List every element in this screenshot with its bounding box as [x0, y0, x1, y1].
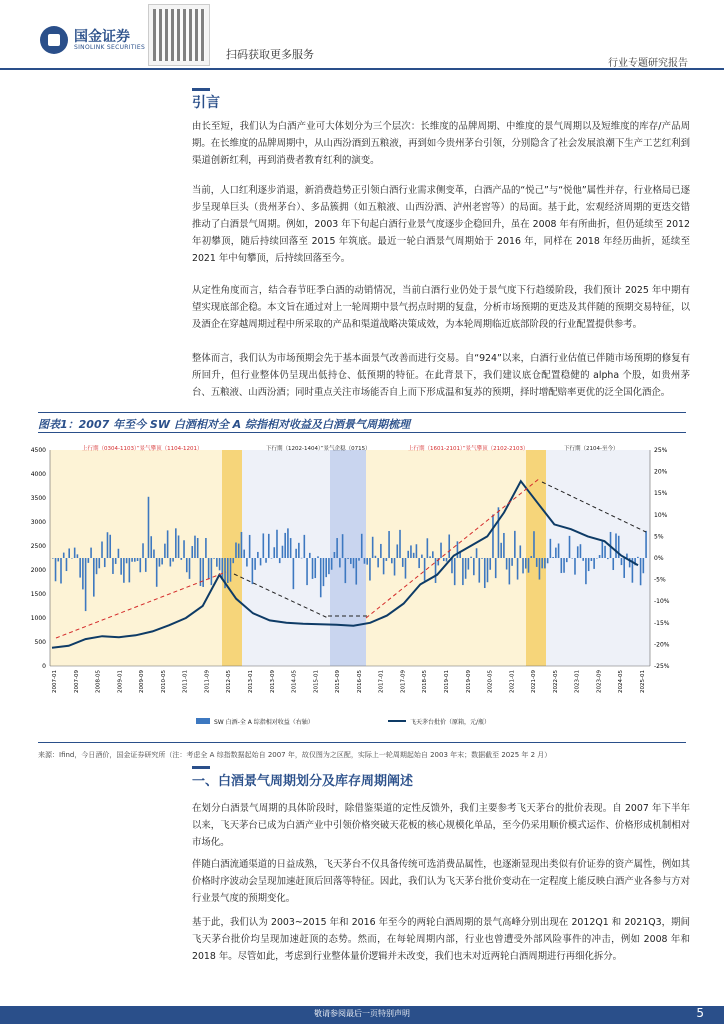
return-bar [153, 550, 155, 558]
return-bar [476, 548, 478, 558]
y-right-tick: 5% [654, 533, 664, 541]
return-bar [112, 558, 114, 574]
return-bar [268, 534, 270, 558]
x-tick: 2023-09 [596, 670, 603, 693]
x-tick: 2022-05 [552, 670, 559, 693]
return-bar [213, 558, 215, 559]
return-bar [197, 538, 199, 558]
return-bar [585, 558, 587, 584]
return-bar [230, 558, 232, 582]
return-bar [328, 558, 330, 574]
return-bar [375, 556, 377, 558]
x-tick: 2015-01 [313, 670, 320, 693]
return-bar [293, 558, 295, 589]
return-bar [282, 546, 284, 558]
brand-name: 国金证券 [74, 29, 130, 45]
return-bar [325, 558, 327, 577]
return-bar [191, 546, 193, 558]
return-bar [536, 558, 538, 567]
return-bar [520, 545, 522, 558]
return-bar [602, 541, 604, 558]
page-header [0, 0, 724, 70]
return-bar [172, 558, 174, 562]
return-bar [383, 558, 385, 574]
return-bar [528, 558, 530, 573]
return-bar [637, 557, 639, 558]
return-bar [118, 549, 120, 558]
return-bar [353, 558, 355, 568]
x-tick: 2019-09 [465, 670, 472, 693]
y-left-tick: 4500 [30, 447, 46, 454]
return-bar [175, 528, 177, 558]
return-bar [137, 558, 139, 561]
return-bar [129, 558, 131, 582]
figure-title: 图表1：2007 年至今 SW 白酒相对全 A 综指相对收益及白酒景气周期梳理 [38, 418, 410, 431]
return-bar [421, 555, 423, 558]
return-bar [131, 558, 133, 562]
brand-logo-icon [40, 26, 68, 54]
y-right-ticks [654, 447, 670, 670]
return-bar [574, 558, 576, 575]
return-bar [457, 541, 459, 558]
x-tick: 2017-01 [378, 670, 385, 693]
qr-caption: 扫码获取更多服务 [226, 48, 314, 61]
return-bar [533, 531, 535, 558]
return-bar [612, 558, 614, 570]
x-tick: 2024-05 [618, 670, 625, 693]
x-tick: 2016-05 [356, 670, 363, 693]
return-bar [211, 558, 213, 585]
return-bar [588, 558, 590, 571]
return-bar [85, 558, 87, 611]
return-bar [66, 558, 68, 571]
return-bar [74, 548, 76, 558]
section-accent [192, 88, 210, 91]
x-tick: 2017-09 [400, 670, 407, 693]
return-bar [432, 551, 434, 558]
return-bar [159, 558, 161, 567]
y-left-tick: 1000 [30, 615, 46, 622]
return-bar [435, 558, 437, 583]
return-bar [82, 558, 84, 589]
return-bar [88, 558, 90, 563]
return-bar [481, 558, 483, 559]
return-bar [123, 558, 125, 583]
return-bar [145, 558, 147, 572]
x-tick: 2025-01 [640, 670, 646, 693]
figure-title-rule [38, 432, 686, 433]
return-bar [314, 558, 316, 578]
return-bar [530, 556, 532, 558]
return-bar [317, 556, 319, 558]
return-bar [366, 558, 368, 565]
x-tick: 2009-01 [117, 670, 124, 693]
return-bar [361, 534, 363, 558]
return-bar [440, 543, 442, 558]
y-right-tick: -20% [654, 641, 670, 649]
return-bar [418, 558, 420, 568]
return-bar [514, 531, 516, 558]
x-tick: 2013-09 [269, 670, 276, 693]
y-left-tick: 2500 [30, 543, 46, 550]
return-bar [478, 558, 480, 583]
return-bar [615, 533, 617, 558]
return-bar [355, 558, 357, 585]
page-number: 5 [696, 1006, 704, 1020]
return-bar [547, 558, 549, 563]
return-bar [57, 558, 59, 561]
return-bar [522, 558, 524, 573]
y-left-tick: 500 [34, 639, 46, 646]
return-bar [407, 551, 409, 558]
legend-bar-label: SW 白酒-全 A 综指相对收益（右轴） [214, 719, 314, 726]
return-bar [369, 558, 371, 581]
figure-top-rule [38, 412, 686, 413]
report-type: 行业专题研究报告 [608, 58, 688, 69]
return-bar [550, 539, 552, 558]
return-bar [399, 530, 401, 558]
return-bar [621, 558, 623, 565]
x-tick: 2021-09 [531, 670, 538, 693]
return-bar [473, 558, 475, 575]
return-bar [492, 515, 494, 558]
return-bar [178, 535, 180, 558]
y-right-tick: 25% [654, 447, 668, 454]
return-bar [120, 558, 122, 575]
return-bar [276, 530, 278, 558]
intro-heading: 引言 [192, 95, 220, 111]
return-bar [443, 558, 445, 561]
return-bar [227, 558, 229, 583]
footer-note: 敬请参阅最后一页特别声明 [314, 1009, 410, 1018]
intro-paragraph-2: 当前，人口红利逐步消退，新消费趋势正引领白酒行业需求侧变革，白酒产品的“悦己”与“悦他”属性并存，行业格局已逐步呈现单巨头（贵州茅台）、多品簇拥（如五粮液、山西汾酒、泸州老窖等）的局面。基于此，宏观经济周期的更迭交错推动了白酒景气周期。例如，2003 年下旬起白酒行业景气度逐步企稳回升，虽在 2008 年有所曲折，但仍延续至 2012 年初攀顶，随后持续回落至 2015 年筑底。最近一轮白酒景气周期始于 2016 年，同样在 2018 年经历曲折，延续至 2021 年中旬攀顶，后持续回落至今。 [192, 185, 690, 264]
return-bar [96, 558, 98, 574]
y-left-tick: 2000 [30, 567, 46, 574]
brand-name-en: SINOLINK SECURITIES [74, 44, 146, 51]
return-bar [640, 558, 642, 585]
return-bar [623, 558, 625, 578]
intro-paragraph-3: 从定性角度而言，结合春节旺季白酒的动销情况，当前白酒行业仍处于景气度下行趋缓阶段，我们预计 2025 年中期有望实现底部企稳。本文旨在通过对上一轮周期中景气拐点时期的复盘，分析市场预期的更迭及其伴随的预期交易特征，以及酒企在穿越周期过程中所采取的产品和渠道战略决策成效，为本轮周期临近底部阶段的行业配置提供参考。 [192, 285, 690, 330]
x-tick: 2010-05 [160, 670, 167, 693]
return-bar [273, 547, 275, 558]
return-bar [55, 558, 57, 581]
return-bar [323, 558, 325, 586]
return-bar [279, 558, 281, 563]
return-bar [71, 558, 73, 559]
return-bar [427, 538, 429, 558]
return-bar [306, 558, 308, 585]
return-bar [107, 532, 109, 558]
return-bar [284, 533, 286, 558]
return-bar [500, 543, 502, 558]
x-tick: 2015-09 [335, 670, 342, 693]
return-bar [446, 558, 448, 562]
return-bar [582, 558, 584, 561]
return-bar [577, 546, 579, 558]
return-bar [511, 558, 513, 566]
qr-code-icon[interactable] [148, 4, 210, 66]
return-bar [517, 558, 519, 580]
y-right-tick: 15% [654, 490, 668, 498]
x-tick: 2011-09 [204, 670, 211, 693]
return-bar [98, 558, 100, 568]
return-bar [345, 558, 347, 583]
y-left-tick: 0 [42, 663, 46, 670]
return-bar [402, 558, 404, 567]
return-bar [544, 558, 546, 568]
return-bar [396, 544, 398, 558]
return-bar [148, 497, 150, 558]
return-bar [301, 558, 303, 559]
return-bar [484, 558, 486, 588]
return-bar [139, 558, 141, 572]
return-bar [79, 558, 81, 578]
y-right-tick: -15% [654, 619, 670, 627]
return-bar [60, 558, 62, 583]
return-bar [304, 535, 306, 558]
return-bar [339, 558, 341, 567]
return-bar [462, 558, 464, 585]
return-bar [287, 528, 289, 558]
x-tick: 2020-05 [487, 670, 494, 693]
return-bar [552, 557, 554, 558]
x-tick: 2008-05 [95, 670, 102, 693]
return-bar [429, 556, 431, 558]
return-bar [571, 558, 573, 559]
return-bar [161, 558, 163, 564]
return-bar [150, 536, 152, 558]
return-bar [498, 507, 500, 558]
return-bar [555, 548, 557, 558]
return-bar [290, 538, 292, 558]
return-bar [93, 558, 95, 597]
figure-bottom-rule [38, 742, 686, 743]
return-bar [205, 538, 207, 558]
return-bar [509, 558, 511, 584]
return-bar [561, 558, 563, 573]
y-right-tick: -5% [654, 576, 666, 584]
phase-label-2: 下行期（1202-1404）”景气企稳（0715） [266, 446, 371, 452]
return-bar [312, 558, 314, 579]
return-bar [364, 558, 366, 564]
y-left-ticks [31, 447, 46, 670]
y-right-tick: 20% [654, 468, 668, 476]
return-bar [342, 534, 344, 558]
return-bar [232, 558, 234, 563]
return-bar [104, 558, 106, 567]
section1-heading: 一、白酒景气周期划分及库存周期阐述 [192, 774, 414, 789]
return-bar [596, 558, 598, 559]
return-bar [626, 554, 628, 558]
return-bar [372, 537, 374, 558]
return-bar [265, 558, 267, 563]
intro-paragraph-4: 整体而言，我们认为市场预期会先于基本面景气改善而进行交易。自“924”以来，白酒行业估值已伴随市场预期的修复有所回升，但行业整体仍呈现出低持仓、低预期的特征。在此背景下，我们建议底仓配置稳健的 alpha 个股，如贵州茅台、五粮液、山西汾酒；同时重点关注市场能否自上而下形成温和复苏的预期，择时增配赔率更优的泛全国化酒企。 [192, 353, 690, 398]
return-bar [410, 545, 412, 558]
x-tick: 2018-05 [422, 670, 429, 693]
return-bar [134, 558, 136, 562]
return-bar [243, 550, 245, 558]
return-bar [405, 558, 407, 579]
return-bar [388, 531, 390, 558]
x-ticks [52, 670, 646, 693]
y-right-tick: 0% [654, 555, 664, 562]
return-bar [90, 548, 92, 558]
return-bar [391, 558, 393, 563]
return-bar [563, 558, 565, 573]
legend-bar-swatch [196, 718, 210, 724]
return-bar [448, 535, 450, 558]
return-bar [216, 558, 218, 567]
return-bar [186, 558, 188, 572]
legend-line-label: 飞天茅台批价（原箱，元/瓶） [410, 719, 491, 726]
return-bar [495, 558, 497, 578]
return-bar [156, 558, 158, 587]
return-bar [263, 533, 265, 558]
return-bar [164, 544, 166, 558]
return-bar [394, 558, 396, 576]
return-bar [489, 558, 491, 570]
x-tick: 2007-09 [73, 670, 80, 693]
y-left-tick: 4000 [30, 471, 46, 478]
return-bar [334, 552, 336, 558]
return-bar [569, 536, 571, 558]
return-bar [260, 558, 262, 565]
intro-paragraph-1: 由长至短，我们认为白酒产业可大体划分为三个层次：长维度的品牌周期、中维度的景气周期以及短维度的库存/产品周期。在长维度的品牌周期中，从山西汾酒到五粮液，再到如今贵州茅台引领，分别隐含了社会发展浪潮下生产工艺红利到渠道创新红利，再到消费者教育红利的演变。 [192, 121, 690, 166]
return-bar [454, 558, 456, 585]
return-bar [336, 538, 338, 558]
return-bar [350, 558, 352, 564]
return-bar [101, 541, 103, 558]
x-tick: 2007-01 [52, 670, 58, 693]
section1-paragraph-3: 基于此，我们认为 2003~2015 年和 2016 年至今的两轮白酒周期的景气高峰分别出现在 2012Q1 和 2021Q3，期间飞天茅台批价均呈现加速赶顶的态势。然而，在每轮周期内部，行业也曾遭受外部风险事件的冲击，例如 2008 年和 2018 年。尽管如此，考虑到行业整体量价逻辑并未改变，我们也未对近两轮白酒周期进行再细化拆分。 [192, 917, 690, 962]
return-bar [254, 558, 256, 570]
return-bar [219, 558, 221, 570]
y-left-tick: 3000 [30, 519, 46, 526]
x-tick: 2023-01 [574, 670, 581, 693]
return-bar [52, 558, 54, 559]
y-left-tick: 1500 [30, 591, 46, 598]
return-bar [607, 558, 609, 559]
phase-label-1: 上行期（0304-1103）”景气攀顶（1104-1201） [82, 446, 203, 452]
return-bar [506, 558, 508, 570]
return-bar [170, 558, 172, 566]
return-bar [599, 555, 601, 558]
return-bar [413, 553, 415, 558]
return-bar [468, 558, 470, 570]
return-bar [202, 558, 204, 587]
return-bar [358, 558, 360, 561]
return-bar [246, 558, 248, 567]
phase-label-3: 上行期（1601-2101）”景气攀顶（2102-2103） [408, 446, 529, 452]
return-bar [487, 558, 489, 582]
return-bar [309, 553, 311, 558]
return-bar [380, 544, 382, 558]
return-bar [558, 543, 560, 558]
return-bar [252, 558, 254, 584]
return-bar [386, 558, 388, 561]
return-bar [241, 532, 243, 558]
return-bar [295, 549, 297, 558]
return-bar [63, 553, 65, 558]
return-bar [238, 544, 240, 558]
return-bar [347, 558, 349, 559]
return-bar [320, 558, 322, 597]
return-bar [541, 558, 543, 568]
return-bar [591, 558, 593, 561]
return-bar [194, 536, 196, 558]
return-bar [451, 558, 453, 573]
return-bar [643, 558, 645, 573]
y-right-tick: 10% [654, 511, 668, 519]
return-bar [109, 535, 111, 558]
return-bar [142, 543, 144, 558]
x-tick: 2009-09 [139, 670, 146, 693]
return-bar [580, 544, 582, 558]
return-bar [539, 558, 541, 580]
section1-paragraph-2: 伴随白酒流通渠道的日益成熟，飞天茅台不仅具备传统可选消费品属性，也逐渐显现出类似有价证券的资产属性，例如其价格时序波动会呈现加速赶顶后回落等特征。因此，我们认为飞天茅台批价变动在一定程度上能反映白酒产业各参与方对行业景气度的预期变化。 [192, 859, 690, 904]
x-tick: 2021-01 [509, 670, 516, 693]
return-bar [604, 546, 606, 558]
return-bar [249, 535, 251, 558]
return-bar [593, 558, 595, 569]
y-right-tick: -10% [654, 598, 670, 606]
section1-paragraph-1: 在划分白酒景气周期的具体阶段时，除借鉴渠道的定性反馈外，我们主要参考飞天茅台的批价表现。自 2007 年下半年以来，飞天茅台已成为白酒产业中引领价格突破天花板的核心规模化单品，至今仍采用顺价模式运作、价格形成机制相对市场化。 [192, 803, 690, 848]
section-accent-2 [192, 766, 210, 769]
return-bar [465, 558, 467, 579]
return-bar [470, 557, 472, 558]
return-bar [183, 540, 185, 558]
return-bar [331, 558, 333, 570]
return-bar [566, 558, 568, 562]
return-bar [503, 533, 505, 558]
x-tick: 2014-05 [291, 670, 298, 693]
return-bar [416, 544, 418, 558]
return-bar [68, 548, 70, 558]
phase-label-4: 下行期（2104-至今） [564, 446, 619, 452]
return-bar [525, 558, 527, 569]
cycle-chart [30, 438, 688, 738]
return-bar [377, 558, 379, 567]
x-tick: 2012-05 [226, 670, 233, 693]
return-bar [180, 558, 182, 560]
return-bar [235, 542, 237, 558]
return-bar [77, 554, 79, 558]
x-tick: 2011-01 [182, 670, 189, 693]
phase-up-1-shade [50, 450, 222, 666]
y-right-tick: -25% [654, 663, 670, 670]
return-bar [189, 558, 191, 579]
return-bar [115, 558, 117, 564]
y-left-tick: 3500 [30, 495, 46, 502]
return-bar [257, 552, 259, 558]
return-bar [271, 558, 273, 559]
x-tick: 2013-01 [248, 670, 254, 693]
return-bar [298, 543, 300, 558]
figure-source: 来源：Ifind，今日酒价，国金证券研究所（注：考虑全 A 综指数据起始自 2007 年，故仅图为之区配，实际上一轮周期起始自 2003 年末；数据截至 2025 年 2 月） [38, 751, 552, 759]
x-tick: 2019-01 [444, 670, 450, 693]
return-bar [645, 531, 647, 558]
return-bar [126, 558, 128, 563]
return-bar [208, 558, 210, 579]
return-bar [424, 558, 426, 581]
return-bar [167, 530, 169, 558]
